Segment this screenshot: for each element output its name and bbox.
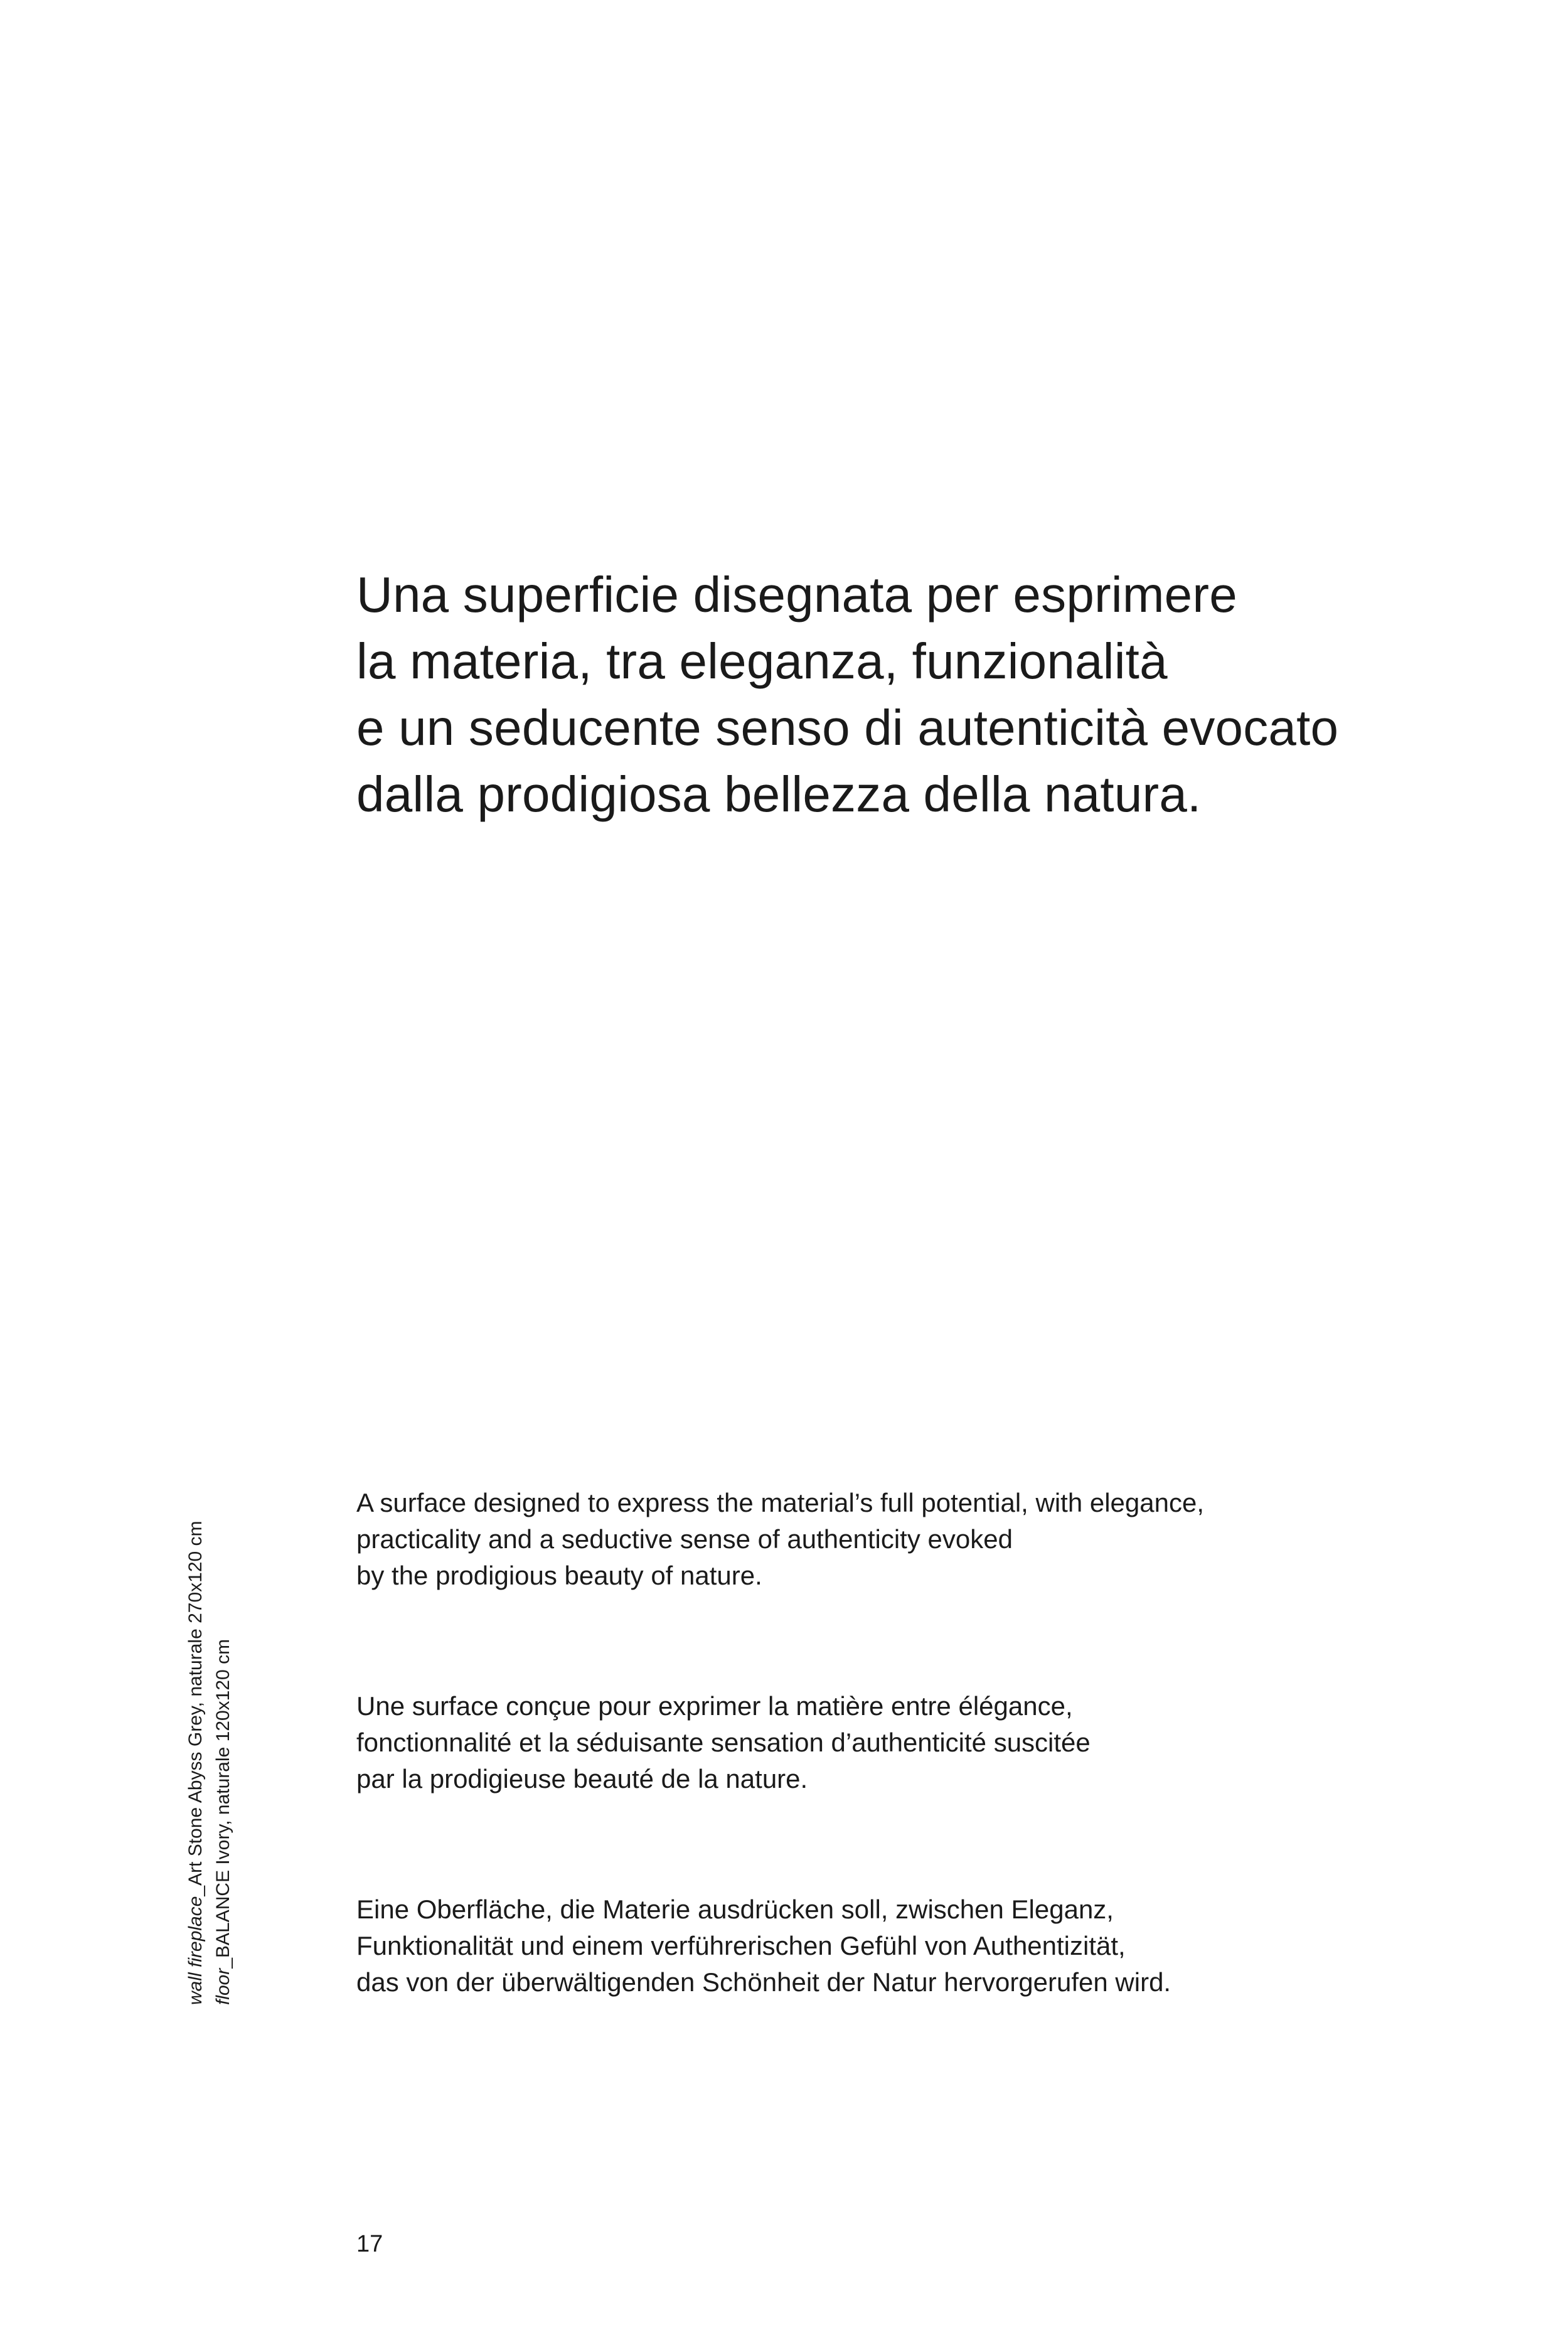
paragraph-line: Funktionalität und einem verführerischen Gefühl von Authentizität, bbox=[356, 1931, 1126, 1960]
lead-line: Una superficie disegnata per esprimere bbox=[356, 567, 1237, 623]
paragraph-english bbox=[356, 1485, 1423, 1594]
caption-line-floor bbox=[210, 1521, 237, 2005]
paragraph-line: Une surface conçue pour exprimer la matière entre élégance, bbox=[356, 1691, 1073, 1721]
lead-line: e un seducente senso di autenticità evocato bbox=[356, 700, 1339, 756]
paragraph-line: practicality and a seductive sense of authenticity evoked bbox=[356, 1524, 1013, 1554]
caption-line-wall bbox=[182, 1521, 210, 2005]
paragraph-line: par la prodigieuse beauté de la nature. bbox=[356, 1764, 808, 1793]
paragraph-line: by the prodigious beauty of nature. bbox=[356, 1561, 762, 1590]
lead-line: la materia, tra eleganza, funzionalità bbox=[356, 633, 1168, 689]
caption-text-floor: _BALANCE Ivory, naturale 120x120 cm bbox=[213, 1638, 233, 1969]
paragraph-line: das von der überwältigenden Schönheit der Natur hervorgerufen wird. bbox=[356, 1967, 1171, 1997]
paragraph-german bbox=[356, 1891, 1423, 2001]
caption-label-wall: wall fireplace bbox=[185, 1896, 206, 2005]
paragraph-line: A surface designed to express the material’s full potential, with elegance, bbox=[356, 1488, 1205, 1517]
caption-label-floor: floor bbox=[213, 1968, 233, 2005]
caption-text-wall: _Art Stone Abyss Grey, naturale 270x120 cm bbox=[185, 1521, 206, 1896]
paragraph-line: fonctionnalité et la séduisante sensation d’authenticité suscitée bbox=[356, 1728, 1091, 1757]
photo-caption bbox=[182, 1521, 237, 2005]
page-number: 17 bbox=[356, 2231, 383, 2257]
paragraph-line: Eine Oberfläche, die Materie ausdrücken soll, zwischen Eleganz, bbox=[356, 1895, 1114, 1924]
lead-statement bbox=[356, 562, 1486, 828]
lead-line: dalla prodigiosa bellezza della natura. bbox=[356, 766, 1202, 822]
paragraph-french bbox=[356, 1688, 1423, 1797]
